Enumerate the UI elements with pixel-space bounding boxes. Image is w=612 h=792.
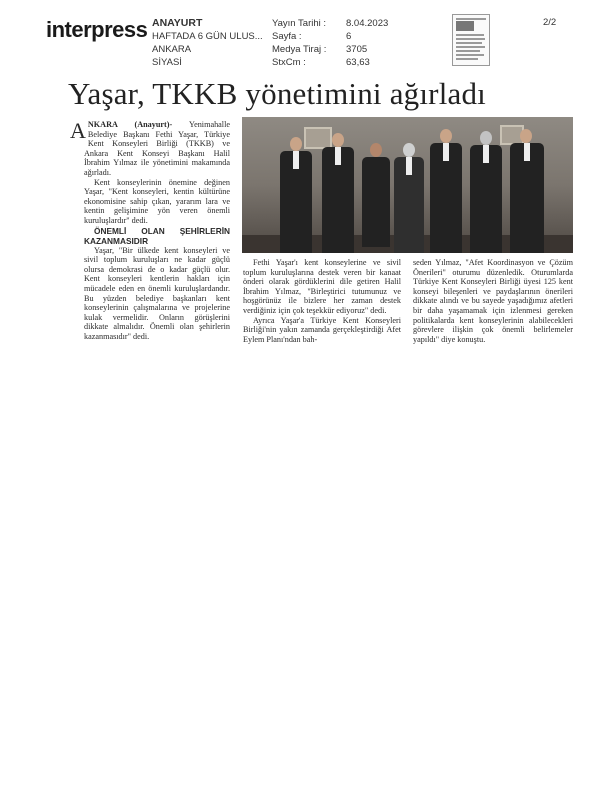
meta-value-page: 6 — [346, 31, 352, 42]
publication-category: SİYASİ — [152, 57, 182, 68]
article-column-3 — [413, 258, 573, 344]
publication-frequency: HAFTADA 6 GÜN ULUS... — [152, 31, 263, 42]
article-lead-paragraph — [70, 118, 230, 178]
article-photo — [242, 117, 573, 253]
clipping-meta-labels — [272, 17, 326, 69]
meta-label-stxcm: StxCm : — [272, 57, 306, 68]
article-paragraph: Kent konseylerinin önemine değinen Yaşar, "Kent konseyleri, kentin kültürüne ekonomisine sahip çıkan, yararım lara ve kentin gelişimine yön veren önemli kuruluşlardır" dedi. — [84, 177, 230, 225]
article-paragraph: seden Yılmaz, "Afet Koordinasyon ve Çözüm Önerileri" oturumu düzenledik. Oturumlarda Türkiye Kent Konseyleri Birliği üyesi 125 kent konseyi bileşenleri ve paydaşlarının önerileri dikkate alındı ve bu sayede yaşadığımız afetleri bir daha yaşamamak için izlenmesi gereken politikalarda kent konseylerinin alabilecekleri görevlere ilişkin çok önemli belirlemeler yapıldı" diye konuştu. — [413, 258, 573, 344]
article-column-2 — [243, 258, 401, 344]
publication-name: ANAYURT — [152, 17, 203, 29]
page-thumbnail[interactable] — [452, 14, 490, 66]
dropcap-letter: A — [70, 118, 86, 143]
article-paragraph: Yenimahalle Belediye Başkanı Fethi Yaşar, Türkiye Kent Konseyleri Birliği (TKKB) ve Ankara Kent Konseyi Başkanı Halil İbrahim Yılmaz ile yönetimini makamında ağırladı. — [84, 120, 230, 177]
interpress-logo: interpress — [46, 17, 148, 42]
publication-city: ANKARA — [152, 44, 192, 55]
meta-value-date: 8.04.2023 — [346, 18, 389, 29]
article-paragraph: Fethi Yaşar'ı kent konseylerine ve sivil toplum kuruluşlarına destek veren bir kanaat önderi olarak gördüklerini dile getiren Halil İbrahim Yılmaz, "Birleştirici tutumunuz ve hoşgörünüz ile bizlere her zaman destek verdiğiniz için çok teşekkür ediyoruz" dedi. — [243, 258, 401, 315]
article-paragraph: Ayrıca Yaşar'a Türkiye Kent Konseyleri Birliği'nin yakın zamanda gerçekleştirdiği Afet Eylem Planı'ndan bah- — [243, 315, 401, 344]
article-column-1 — [70, 118, 230, 341]
clipping-meta-values — [346, 17, 388, 69]
meta-label-page: Sayfa : — [272, 31, 302, 42]
article-paragraph: Yaşar, "Bir ülkede kent konseyleri ve sivil toplum kuruluşları ne kadar güçlü olursa demokrasi de o kadar güçlü olur. Kent konseyleri kentlerin hakları için mücadele eden en önemli kuruluşlardandır. Bu yüzden belediye başkanları kent konseylerinin çalışmalarına ve projelerine kulak vermelidir. Onların görüşlerini dikkate almalıdır. Önemli olan şehirlerin kazanmasıdır" dedi. — [84, 245, 230, 341]
clipping-source-info — [152, 17, 263, 69]
meta-value-stxcm: 63,63 — [346, 57, 370, 68]
article-dateline: NKARA (Anayurt)- — [87, 120, 173, 129]
meta-label-date: Yayın Tarihi : — [272, 18, 327, 29]
meta-value-circulation: 3705 — [346, 44, 368, 55]
article-subheading: ÖNEMLİ OLAN ŞEHİRLERİN KAZANMASIDIR — [84, 225, 230, 246]
meta-label-circulation: Medya Tiraj : — [272, 44, 327, 55]
article-headline: Yaşar, TKKB yönetimini ağırladı — [68, 76, 486, 111]
page-counter: 2/2 — [543, 17, 557, 28]
